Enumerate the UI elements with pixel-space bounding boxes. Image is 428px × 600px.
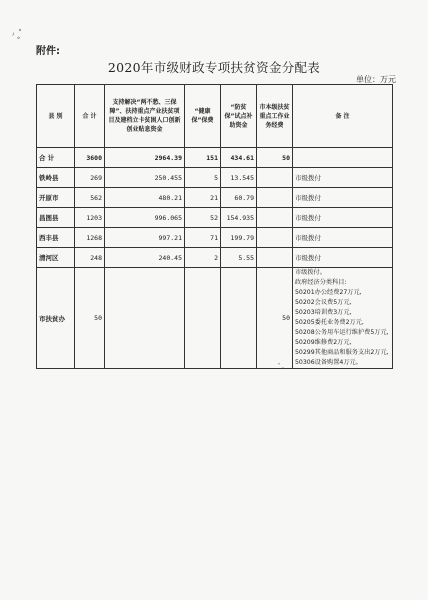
cell-remark: 市级拨付	[293, 168, 393, 188]
cell-county: 开原市	[37, 188, 75, 208]
cell-support: 997.21	[105, 228, 185, 248]
table-row	[37, 208, 393, 228]
cell-support: 250.455	[105, 168, 185, 188]
cell-remark: 市级拨付	[293, 228, 393, 248]
cell-poverty: 5.55	[221, 248, 257, 268]
cell-county: 西丰县	[37, 228, 75, 248]
allocation-table	[36, 84, 393, 369]
cell-staff	[257, 188, 293, 208]
cell-total: 1203	[75, 208, 105, 228]
cell-total: 3600	[75, 148, 105, 168]
cell-health: 21	[185, 188, 221, 208]
header-staff-fund: 市本级扶贫重点工作业务经费	[257, 85, 293, 148]
header-remark: 备 注	[293, 85, 393, 148]
header-poverty-insurance: “防贫保”试点补助资金	[221, 85, 257, 148]
cell-poverty: 13.545	[221, 168, 257, 188]
cell-support	[105, 268, 185, 369]
remark-line: 50208公务用车运行维护费5万元,	[295, 329, 389, 336]
table-row-office	[37, 268, 393, 369]
cell-staff: 50	[257, 268, 293, 369]
remark-line: 市级拨付。	[295, 269, 326, 276]
table-row	[37, 228, 393, 248]
header-county: 县 别	[37, 85, 75, 148]
cell-staff	[257, 228, 293, 248]
remark-line: 50202会议费5万元,	[295, 299, 352, 306]
table-row	[37, 148, 393, 168]
remark-list	[295, 268, 390, 368]
cell-staff	[257, 248, 293, 268]
cell-remark: 市级拨付	[293, 188, 393, 208]
cell-total: 248	[75, 248, 105, 268]
cell-county: 铁岭县	[37, 168, 75, 188]
cell-support: 480.21	[105, 188, 185, 208]
cell-staff: 50	[257, 148, 293, 168]
cell-remark: 市级拨付	[293, 208, 393, 228]
table-header-row	[37, 85, 393, 148]
remark-line: 50209维修费2万元,	[295, 339, 352, 346]
cell-health: 5	[185, 168, 221, 188]
cell-staff	[257, 168, 293, 188]
attachment-label: 附件:	[36, 46, 60, 57]
remark-line: 50299其他商品和服务支出2万元,	[295, 349, 389, 356]
header-support-fund: 支持解决“两不愁、三保障”、扶持重点产业扶贫项目及建档立卡贫困人口创新创业贴息资金	[105, 85, 185, 148]
remark-line: 政府经济分类科目:	[295, 279, 347, 286]
remark-line: 50203培训费3万元,	[295, 309, 352, 316]
scan-mark: ᐩˎ	[277, 360, 286, 370]
cell-health: 52	[185, 208, 221, 228]
unit-label: 单位：万元	[356, 75, 396, 84]
cell-health: 2	[185, 248, 221, 268]
cell-total: 1268	[75, 228, 105, 248]
cell-health	[185, 268, 221, 369]
cell-staff	[257, 208, 293, 228]
cell-total: 269	[75, 168, 105, 188]
scan-mark: ᐟ˳˚	[10, 28, 25, 41]
cell-support: 2964.39	[105, 148, 185, 168]
cell-county: 合 计	[37, 148, 75, 168]
table-row	[37, 168, 393, 188]
cell-total: 50	[75, 268, 105, 369]
cell-poverty: 434.61	[221, 148, 257, 168]
cell-poverty: 154.935	[221, 208, 257, 228]
remark-line: 50205委托业务费2万元,	[295, 319, 364, 326]
cell-county: 昌图县	[37, 208, 75, 228]
cell-health: 71	[185, 228, 221, 248]
cell-remark	[293, 268, 393, 369]
cell-poverty: 199.79	[221, 228, 257, 248]
page-title: 2020年市级财政专项扶贫资金分配表	[107, 60, 321, 75]
header-total: 合 计	[75, 85, 105, 148]
cell-support: 240.45	[105, 248, 185, 268]
cell-poverty	[221, 268, 257, 369]
remark-line: 50201办公经费27万元,	[295, 289, 362, 296]
cell-county: 清河区	[37, 248, 75, 268]
cell-health: 151	[185, 148, 221, 168]
cell-support: 996.065	[105, 208, 185, 228]
cell-remark: 市级拨付	[293, 248, 393, 268]
cell-remark	[293, 148, 393, 168]
header-health-insurance: “健康保”保费	[185, 85, 221, 148]
table-row	[37, 188, 393, 208]
remark-line: 50306设备购置4万元。	[295, 359, 362, 366]
cell-county: 市扶贫办	[37, 268, 75, 369]
cell-total: 562	[75, 188, 105, 208]
cell-poverty: 60.79	[221, 188, 257, 208]
table-row	[37, 248, 393, 268]
